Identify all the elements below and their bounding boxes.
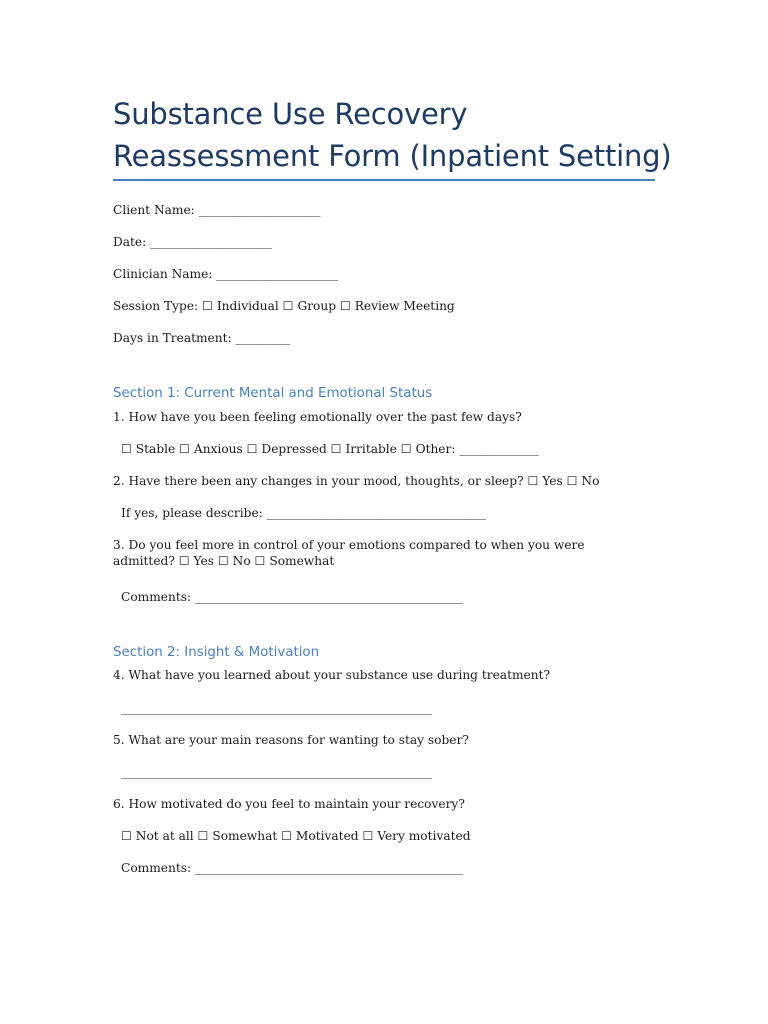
- question-6-options[interactable]: ☐ Not at all ☐ Somewhat ☐ Motivated ☐ Very motivated: [121, 829, 471, 843]
- title-underline: [113, 179, 655, 181]
- question-4: 4. What have you learned about your substance use during treatment?: [113, 668, 551, 682]
- question-5: 5. What are your main reasons for wanting to stay sober?: [113, 733, 469, 747]
- section-1-heading: Section 1: Current Mental and Emotional Status: [113, 386, 433, 401]
- question-2-describe-field[interactable]: If yes, please describe: ____________________________________: [121, 506, 487, 520]
- question-6: 6. How motivated do you feel to maintain your recovery?: [113, 797, 465, 811]
- section-2-heading: Section 2: Insight & Motivation: [113, 645, 320, 660]
- date-field[interactable]: Date: ____________________: [113, 235, 273, 249]
- question-1: 1. How have you been feeling emotionally over the past few days?: [113, 410, 522, 424]
- document-title: Substance Use Recovery Reassessment Form (Inpatient Setting): [113, 97, 672, 173]
- question-3[interactable]: 3. Do you feel more in control of your emotions compared to when you were admitted? ☐ Yes ☐ No ☐ Somewhat: [113, 538, 585, 568]
- session-type-field[interactable]: Session Type: ☐ Individual ☐ Group ☐ Review Meeting: [113, 299, 455, 313]
- days-in-treatment-field[interactable]: Days in Treatment: _________: [113, 331, 291, 345]
- question-1-options[interactable]: ☐ Stable ☐ Anxious ☐ Depressed ☐ Irritable ☐ Other: _____________: [121, 442, 539, 456]
- question-3-comments-field[interactable]: Comments: ____________________________________________: [121, 590, 464, 604]
- client-name-field[interactable]: Client Name: ____________________: [113, 203, 321, 217]
- question-2[interactable]: 2. Have there been any changes in your mood, thoughts, or sleep? ☐ Yes ☐ No: [113, 474, 600, 488]
- question-5-answer-field[interactable]: ___________________________________________________: [121, 765, 432, 779]
- question-6-comments-field[interactable]: Comments: ____________________________________________: [121, 861, 464, 875]
- question-4-answer-field[interactable]: ___________________________________________________: [121, 701, 432, 715]
- clinician-name-field[interactable]: Clinician Name: ____________________: [113, 267, 339, 281]
